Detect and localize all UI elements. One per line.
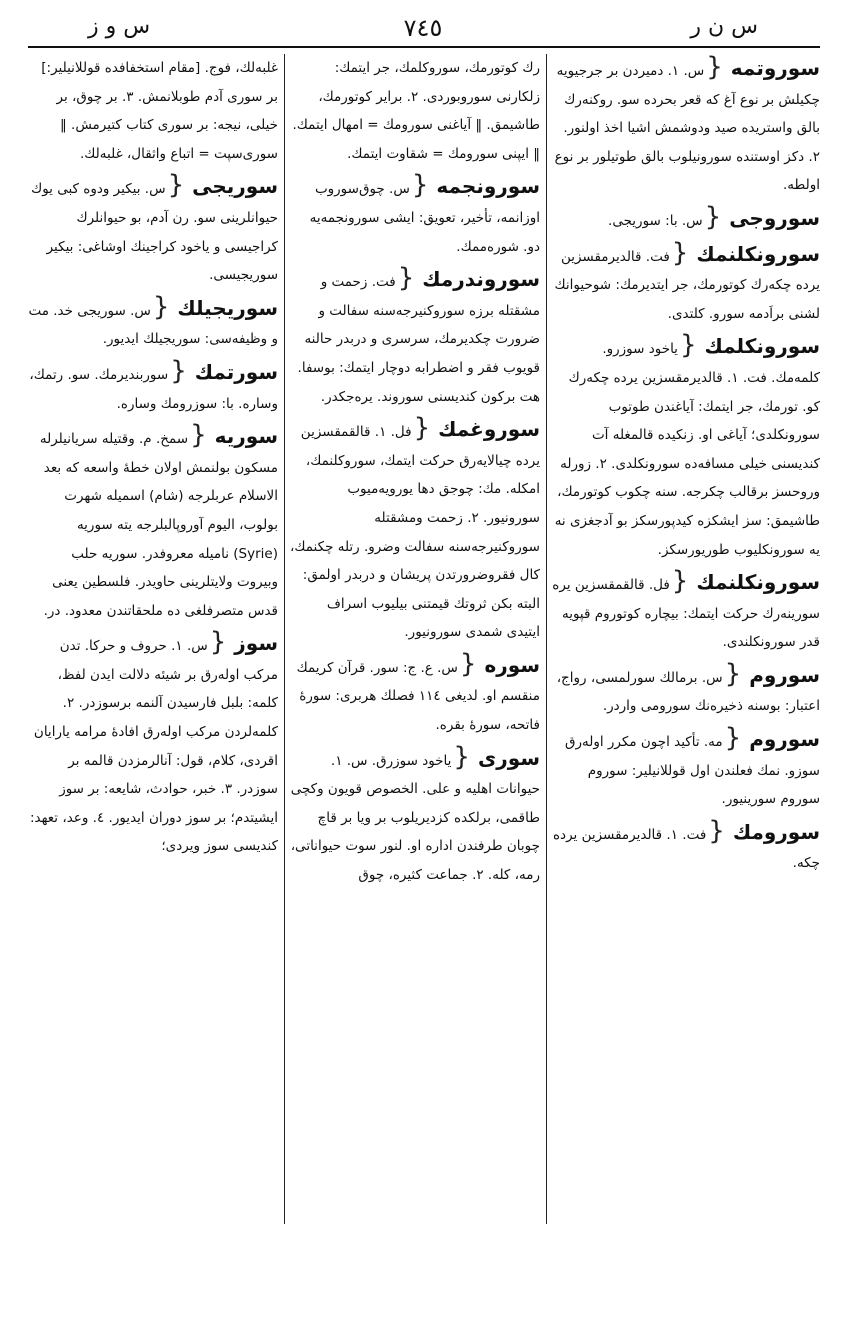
dictionary-entry-continued — [28, 54, 278, 168]
dictionary-entry — [552, 568, 820, 657]
right-column — [552, 54, 820, 1224]
brace-icon: { — [453, 741, 470, 772]
brace-icon: { — [671, 566, 689, 597]
definition: س. با: سوريجى. — [608, 212, 703, 229]
headword: سورتمك — [194, 359, 278, 384]
header-rule — [28, 46, 820, 48]
dictionary-entry — [290, 741, 540, 890]
headword: سورونكلمك — [704, 334, 820, 359]
definition: س. سوريجى خد. مت و وظيفه‌سى: سوريجيلك ايديور. — [28, 302, 278, 348]
headword: سوروندرمك — [422, 267, 540, 292]
brace-icon: { — [708, 815, 725, 846]
dictionary-entry — [28, 172, 278, 289]
page-number: ٧٤٥ — [403, 14, 443, 42]
brace-icon: { — [167, 170, 185, 201]
definition: س. بيكير ودوه كبى يوك حيوانلرينى سو. رن آدم، بو حيوانلرك كراجيسى و ياخود كراجينك اوشاغى: بيكير سوريجيسى. — [31, 181, 278, 284]
headword: سورونكلنمك — [696, 570, 820, 595]
headword: سورونجمه — [436, 174, 540, 199]
brace-icon: { — [704, 201, 722, 232]
brace-icon: { — [679, 330, 697, 361]
dictionary-entry — [552, 815, 820, 878]
definition: ياخود سوزرو. كلمه‌مك. فت. ١. قالديرمقسزين يرده چكه‌رك كو. تورمك، جر ايتمك: آياغندن طوتوب سورونكلدى؛ آياغى او. زنكيده قالمغله آت كنديسنى خيلى مسافه‌ده سورونكلدى. ٢. زورله وروحسز برقالب چكرجه. سنه چكوب كوتورمك، طاشيمق: سز ايشكزه كيدپورسكز بو آدجغزى نه يه سورونكليوب طوريورسكز. — [554, 341, 820, 558]
headword: سوز — [234, 631, 278, 656]
headword: سوروغمك — [438, 417, 540, 442]
dictionary-entry — [552, 658, 820, 721]
dictionary-entry — [290, 172, 540, 261]
dictionary-entry — [552, 237, 820, 329]
definition: فت. زحمت و مشقتله برزه سوروكنيرجه‌سنه سفالت و ضرورت چكديرمك، سرسرى و دربدر حالنه قويوب فقر و اضطرابه دوچار ايتمك: بوسفا. هت بركون كنديسنى سوروند. يره‌جكدر. — [297, 274, 540, 405]
definition: س. برمالك سورلمسى، رواج، اعتبار: بوسنه ذخيره‌نك سورومى واردر. — [556, 669, 820, 715]
dictionary-entry — [28, 355, 278, 418]
headword: سوره — [484, 652, 540, 677]
headword: سورى — [477, 745, 540, 770]
headword: سورونكلنمك — [696, 241, 820, 266]
brace-icon: { — [170, 355, 187, 386]
dictionary-entry — [28, 629, 278, 861]
headword: سوريجيلك — [177, 295, 278, 320]
brace-icon: { — [152, 291, 170, 322]
left-guide-word: س و ز — [88, 14, 151, 39]
dictionary-entry — [552, 201, 820, 236]
headword: سوريجى — [192, 174, 278, 199]
headword: سوروم — [749, 727, 820, 752]
dictionary-entry — [552, 54, 820, 200]
definition: سوربنديرمك. سو. رتمك، وساره. با: سوزرومك وساره. — [29, 366, 278, 412]
headword: سورومك — [732, 819, 820, 844]
definition: س. چوق‌سوروب اوزانمه، تأخير، تعويق: ايشى سورونجمه‌يه دو. شوره‌ممك. — [309, 181, 540, 255]
dictionary-entry — [28, 291, 278, 354]
dictionary-entry — [552, 332, 820, 564]
brace-icon: { — [411, 170, 429, 201]
brace-icon: { — [724, 658, 742, 689]
definition: س. ١. حروف و حركا. تدن مركب اوله‌رق بر شيئه دلالت ايدن لفظ، كلمه: بلبل فارسيدن آلنمه برسوزدر. ٢. كلمه‌لردن مركب اوله‌رق افادهٔ مرامه يارايان اقردى، كلام، قول: آنالرمزدن قالمه بر سوزدر. ٣. خبر، حوادث، شايعه: بر سوز ايشيتدم؛ بر سوز دوران ايديور. ٤. وعد، تعهد: كنديسى سوز ويردى؛ — [29, 638, 278, 855]
page-header — [28, 8, 818, 44]
brace-icon: { — [190, 420, 207, 451]
definition: فت. ١. قالديرمقسزين يرده چكه. — [552, 826, 820, 872]
definition: فل. ١. قالقمقسزين يرده چيالايه‌رق حركت ايتمك، سوروكلنمك، امكله. مك: چوجق دها يورويه‌ميوب سورونيور. ٢. زحمت ومشقتله سوروكنيرجه‌سنه سفالت وضرو. رتله چكنمك، كال فقروضرورتدن پريشان و دربدر اولمق: البته بكن ثروتك قيمتنى بيليوب اسراف ايتيدى شمدى سورونيور. — [290, 424, 540, 641]
definition: رك كوتورمك، سوروكلمك، جر ايتمك: زلكارنى سوروبوردى. ٢. براير كوتورمك، طاشيمق. ‖ آياغنى سورومك = امهال ايتمك. ‖ ايپنى سورومك = شقاوت ايتمك. — [292, 60, 540, 162]
brace-icon: { — [209, 627, 227, 658]
middle-column — [290, 54, 540, 1224]
brace-icon: { — [397, 263, 415, 294]
definition: غلبه‌لك، فوج. [مقام استخفافده قوللانيلير:] بر سورى آدم طوبلانمش. ٣. بر چوق، بر خيلى، نيجه: بر سورى كتاب كتيرمش. ‖ سورى‌سپت = اتباع واثقال، غلبه‌لك. — [41, 60, 278, 162]
headword: سوريه — [214, 424, 278, 449]
definition: فت. قالديرمقسزين يرده چكه‌رك كوتورمك، جر ايتديرمك: شوحيوانك لشنى براَدمه سورو. كلتدى. — [554, 248, 820, 322]
column-divider — [284, 54, 285, 1224]
right-guide-word: س ن ر — [690, 14, 758, 39]
dictionary-entry — [290, 415, 540, 647]
definition: ياخود سوزرق. س. ١. حيوانات اهليه و على. الخصوص قويون وكچى طاقمى، برلكده كزديريلوب بر ويا بر قاچ چوبان طرفندن اداره او. لنور سوت حيواناتى، رمه، كله. ٢. جماعت كثيره، چوق — [290, 752, 540, 884]
dictionary-entry-continued — [290, 54, 540, 168]
headword: سوروجى — [729, 205, 820, 230]
definition: فل. قالقمقسزين يره سورينه‌رك حركت ايتمك: بيچاره كوتوروم قپويه قدر سورونكلندى. — [552, 577, 820, 651]
definition: س. ١. دميردن بر جرجيويه چكيلش بر نوع آغ كه قعر بحرده سو. روكنه‌رك بالق واستريده صيد ودوشمش اشيا اخذ اولنور. ٢. دكز اوستنده سورونيلوب بالق طوتيلور بر نوع اولطه. — [554, 63, 820, 194]
definition: س. ع. ج: سور. قرآن كريمك منقسم او. لديغى ١١٤ فصلك هربرى: سورهٔ فاتحه، سورهٔ بقره. — [296, 659, 540, 734]
dictionary-entry — [290, 648, 540, 740]
brace-icon: { — [671, 237, 689, 268]
dictionary-entry — [290, 265, 540, 411]
brace-icon: { — [459, 648, 477, 679]
brace-icon: { — [706, 54, 723, 82]
headword: سوروتمه — [730, 56, 820, 80]
headword: سوروم — [749, 662, 820, 687]
left-column — [28, 54, 278, 1224]
definition: مه. تأكيد اچون مكرر اوله‌رق سوزو. نمك فعلندن اول قوللانيلير: سوروم سوروم سورينيور. — [565, 734, 820, 808]
dictionary-entry — [552, 725, 820, 814]
dictionary-entry — [28, 422, 278, 625]
brace-icon: { — [724, 723, 742, 754]
brace-icon: { — [413, 413, 431, 444]
column-divider — [546, 54, 547, 1224]
definition: سمخ. م. وقتيله سريانيلرله مسكون بولنمش اولان خطهٔ واسعه كه بعد الاسلام عربلرجه (شام) اسميله شهرت بولوب، اليوم آوروپالبلرجه يته سوريه (Syrie) ناميله معروفدر. سوريه حلب وبيروت ولايتلرينى حاويدر. فلسطين يعنى قدس متصرفلغى ده ملحقاتندن معدود. در. — [39, 431, 278, 619]
